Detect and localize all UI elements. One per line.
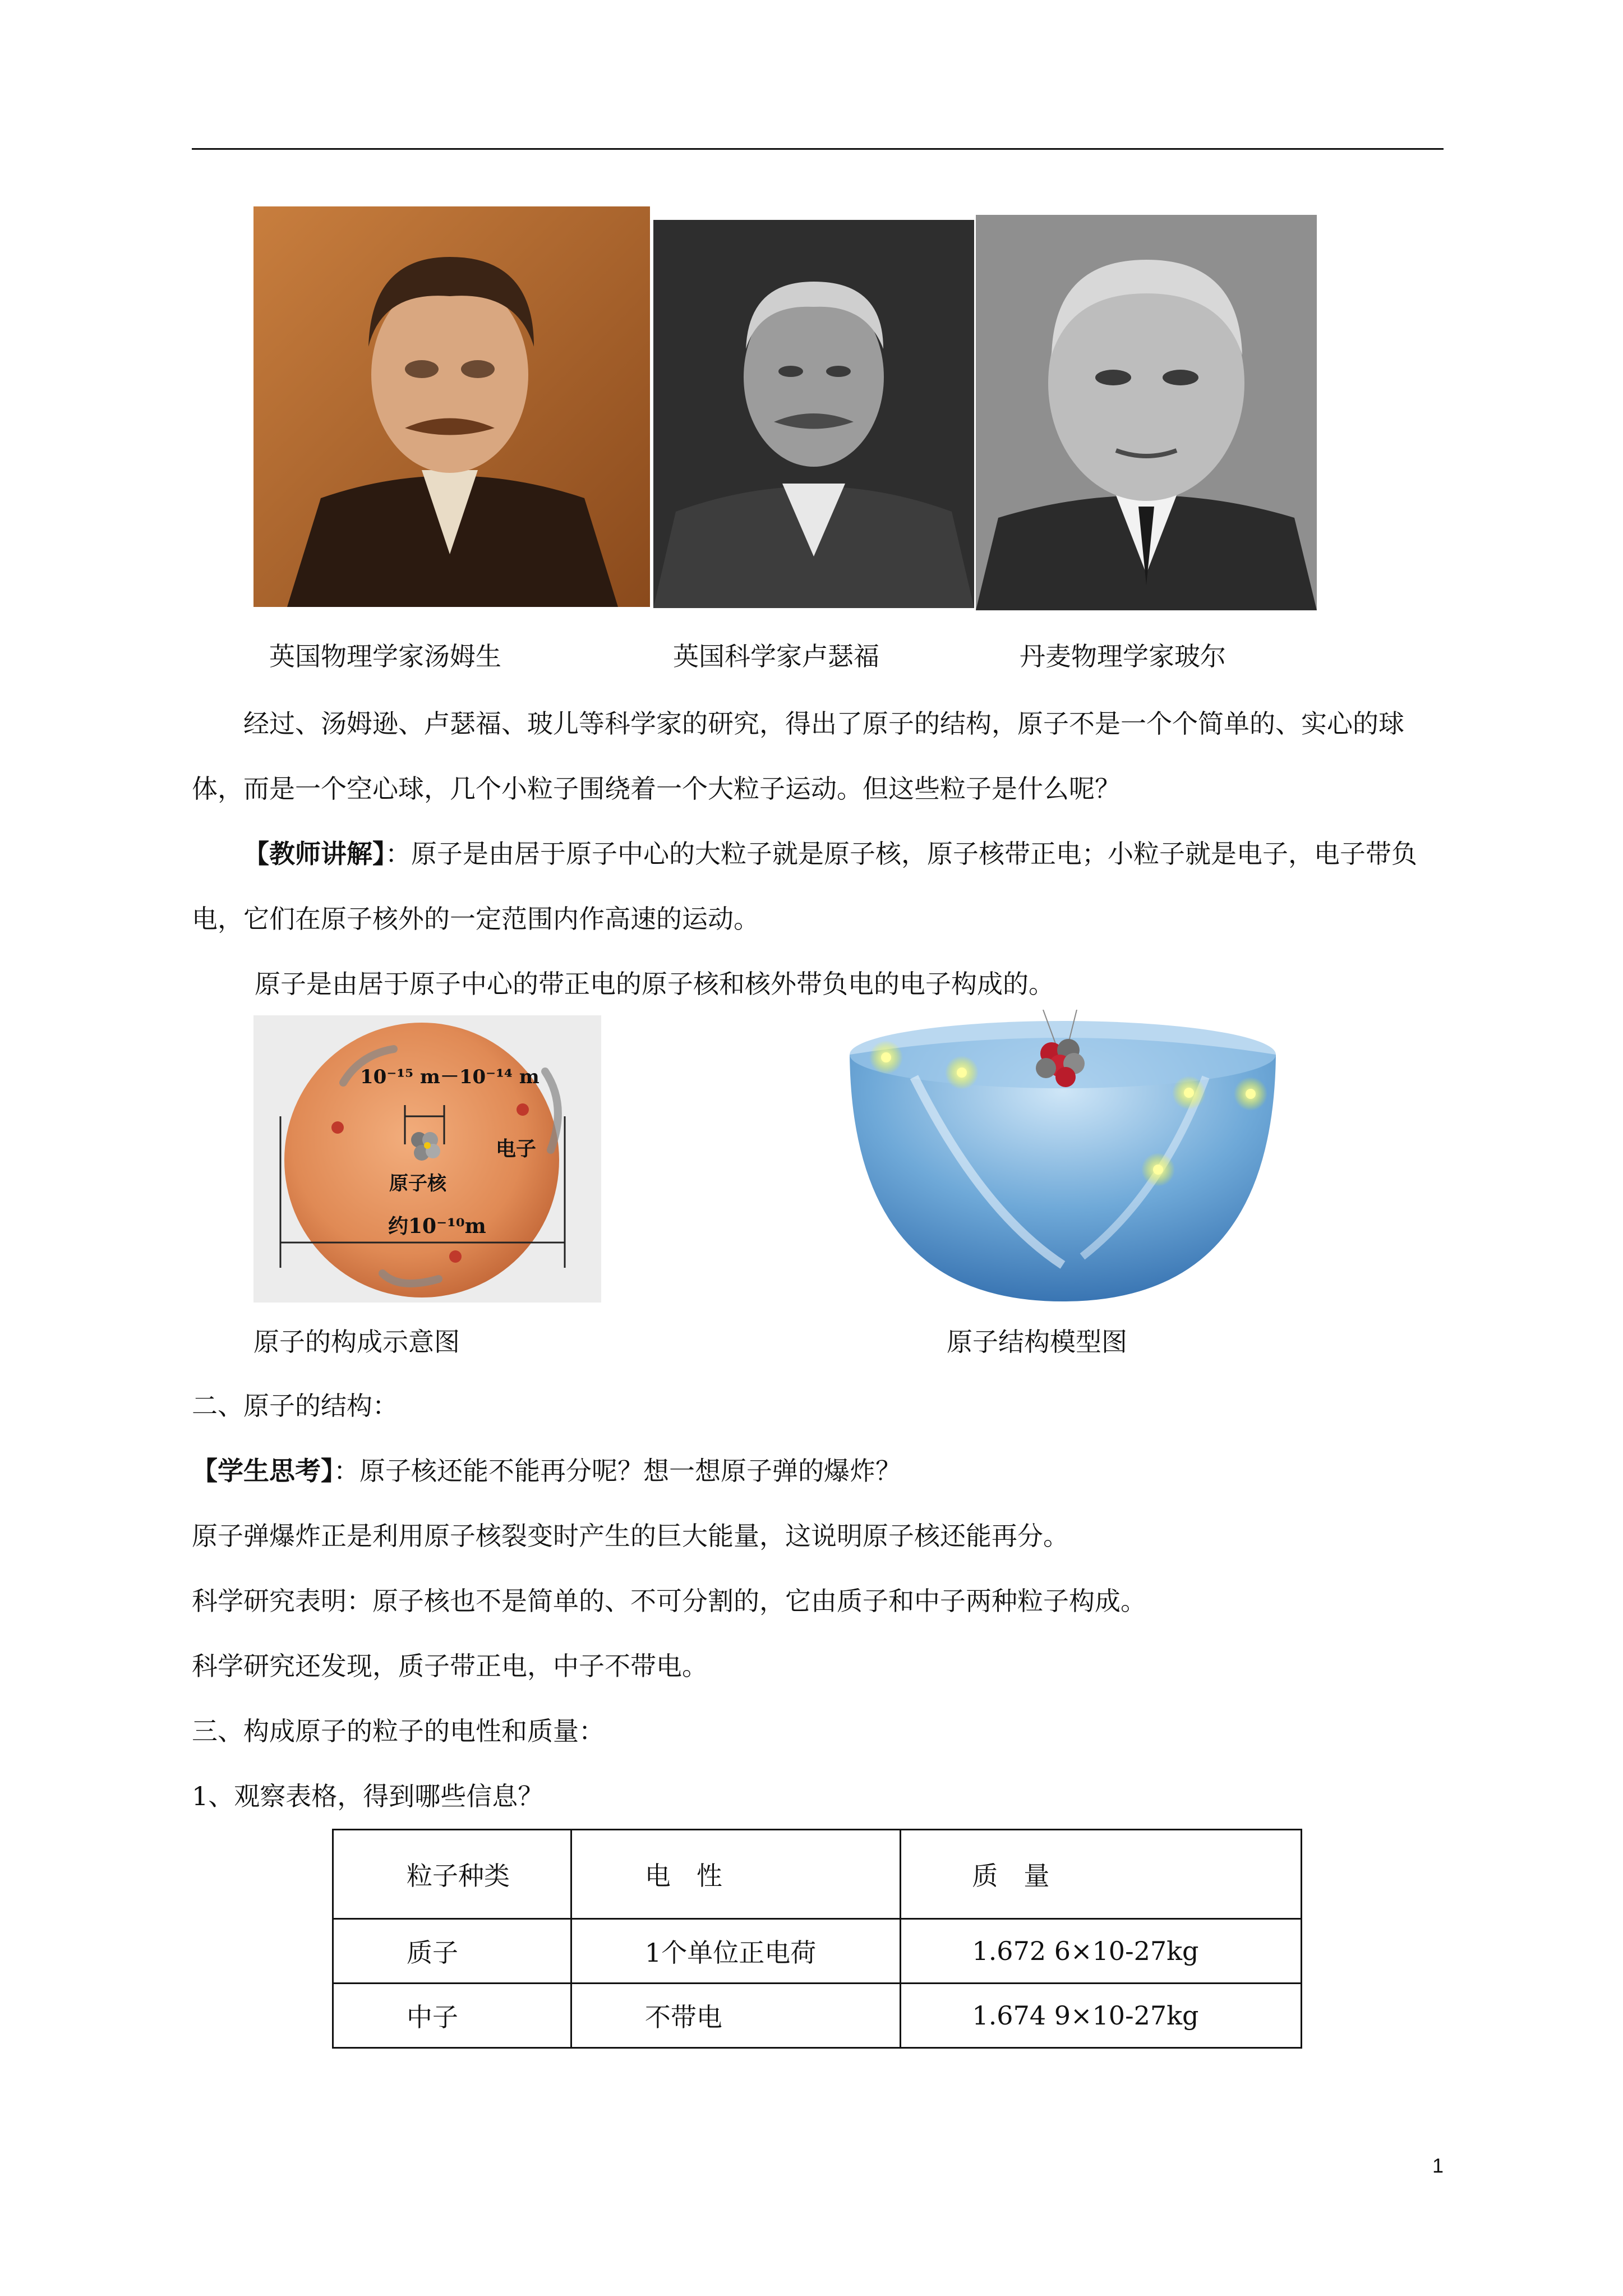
- nucleus-label: 原子核: [389, 1172, 446, 1195]
- page-number: 1: [1432, 2154, 1444, 2177]
- table-cell: 不带电: [571, 1984, 901, 2048]
- paragraph-1: 经过、汤姆逊、卢瑟福、玻儿等科学家的研究，得出了原子的结构，原子不是一个个简单的、实心的球体，而是一个空心球，几个小粒子围绕着一个大粒子运动。但这些粒子是什么呢？: [192, 708, 1404, 804]
- caption-rutherford: 英国科学家卢瑟福: [673, 641, 879, 671]
- section-3-heading: 三、构成原子的粒子的电性和质量：: [192, 1716, 605, 1746]
- table-header-row: [333, 1830, 1302, 1919]
- scale-top-label: 10⁻¹⁵ m－10⁻¹⁴ m: [360, 1066, 540, 1088]
- portrait-rutherford: [653, 220, 974, 608]
- atom-composition-diagram: [253, 1015, 601, 1303]
- caption-thomson: 英国物理学家汤姆生: [269, 641, 501, 671]
- student-text: ：原子核还能不能再分呢？想一想原子弹的爆炸？: [334, 1456, 901, 1486]
- section-3-question: 1、观察表格，得到哪些信息？: [192, 1781, 544, 1811]
- caption-bohr: 丹麦物理学家玻尔: [1020, 641, 1226, 671]
- table-header-cell: 电 性: [571, 1830, 901, 1919]
- student-label: 【学生思考】: [192, 1456, 334, 1486]
- section-2: [192, 1373, 1444, 1829]
- section-2-line-3: 科学研究还发现，质子带正电，中子不带电。: [192, 1651, 708, 1681]
- scale-bottom-label: 约10⁻¹⁰m: [388, 1214, 486, 1238]
- table-cell: 中子: [333, 1984, 571, 2048]
- table-cell: 1个单位正电荷: [571, 1919, 901, 1984]
- section-2-heading: 二、原子的结构：: [192, 1391, 398, 1421]
- section-2-line-1: 原子弹爆炸正是利用原子核裂变时产生的巨大能量，这说明原子核还能再分。: [192, 1521, 1069, 1551]
- table-header-cell: 质 量: [901, 1830, 1302, 1919]
- teacher-label: 【教师讲解】: [243, 839, 385, 869]
- table-cell: 1.672 6×10-27kg: [901, 1919, 1302, 1984]
- table-cell: 质子: [333, 1919, 571, 1984]
- particle-table: [332, 1829, 1302, 2049]
- intro-text: [192, 691, 1444, 1016]
- table-row: [333, 1919, 1302, 1984]
- portrait-thomson: [253, 206, 650, 607]
- paragraph-3: 原子是由居于原子中心的带正电的原子核和核外带负电的电子构成的。: [255, 969, 1054, 999]
- electron-label: 电子: [496, 1137, 537, 1161]
- portrait-bohr: [976, 215, 1317, 610]
- header-rule: [192, 148, 1444, 150]
- paragraph-2: [192, 821, 1444, 951]
- student-think: [192, 1438, 1444, 1503]
- atom-diagram-caption: 原子的构成示意图: [253, 1327, 460, 1357]
- atom-model-diagram: [847, 1010, 1279, 1304]
- teacher-text: ：原子是由居于原子中心的大粒子就是原子核，原子核带正电；小粒子就是电子，电子带负电，它们在原子核外的一定范围内作高速的运动。: [192, 839, 1417, 934]
- model-diagram-caption: 原子结构模型图: [947, 1327, 1127, 1357]
- table-cell: 1.674 9×10-27kg: [901, 1984, 1302, 2048]
- table-header-cell: 粒子种类: [333, 1830, 571, 1919]
- section-2-line-2: 科学研究表明：原子核也不是简单的、不可分割的，它由质子和中子两种粒子构成。: [192, 1586, 1146, 1616]
- table-row: [333, 1984, 1302, 2048]
